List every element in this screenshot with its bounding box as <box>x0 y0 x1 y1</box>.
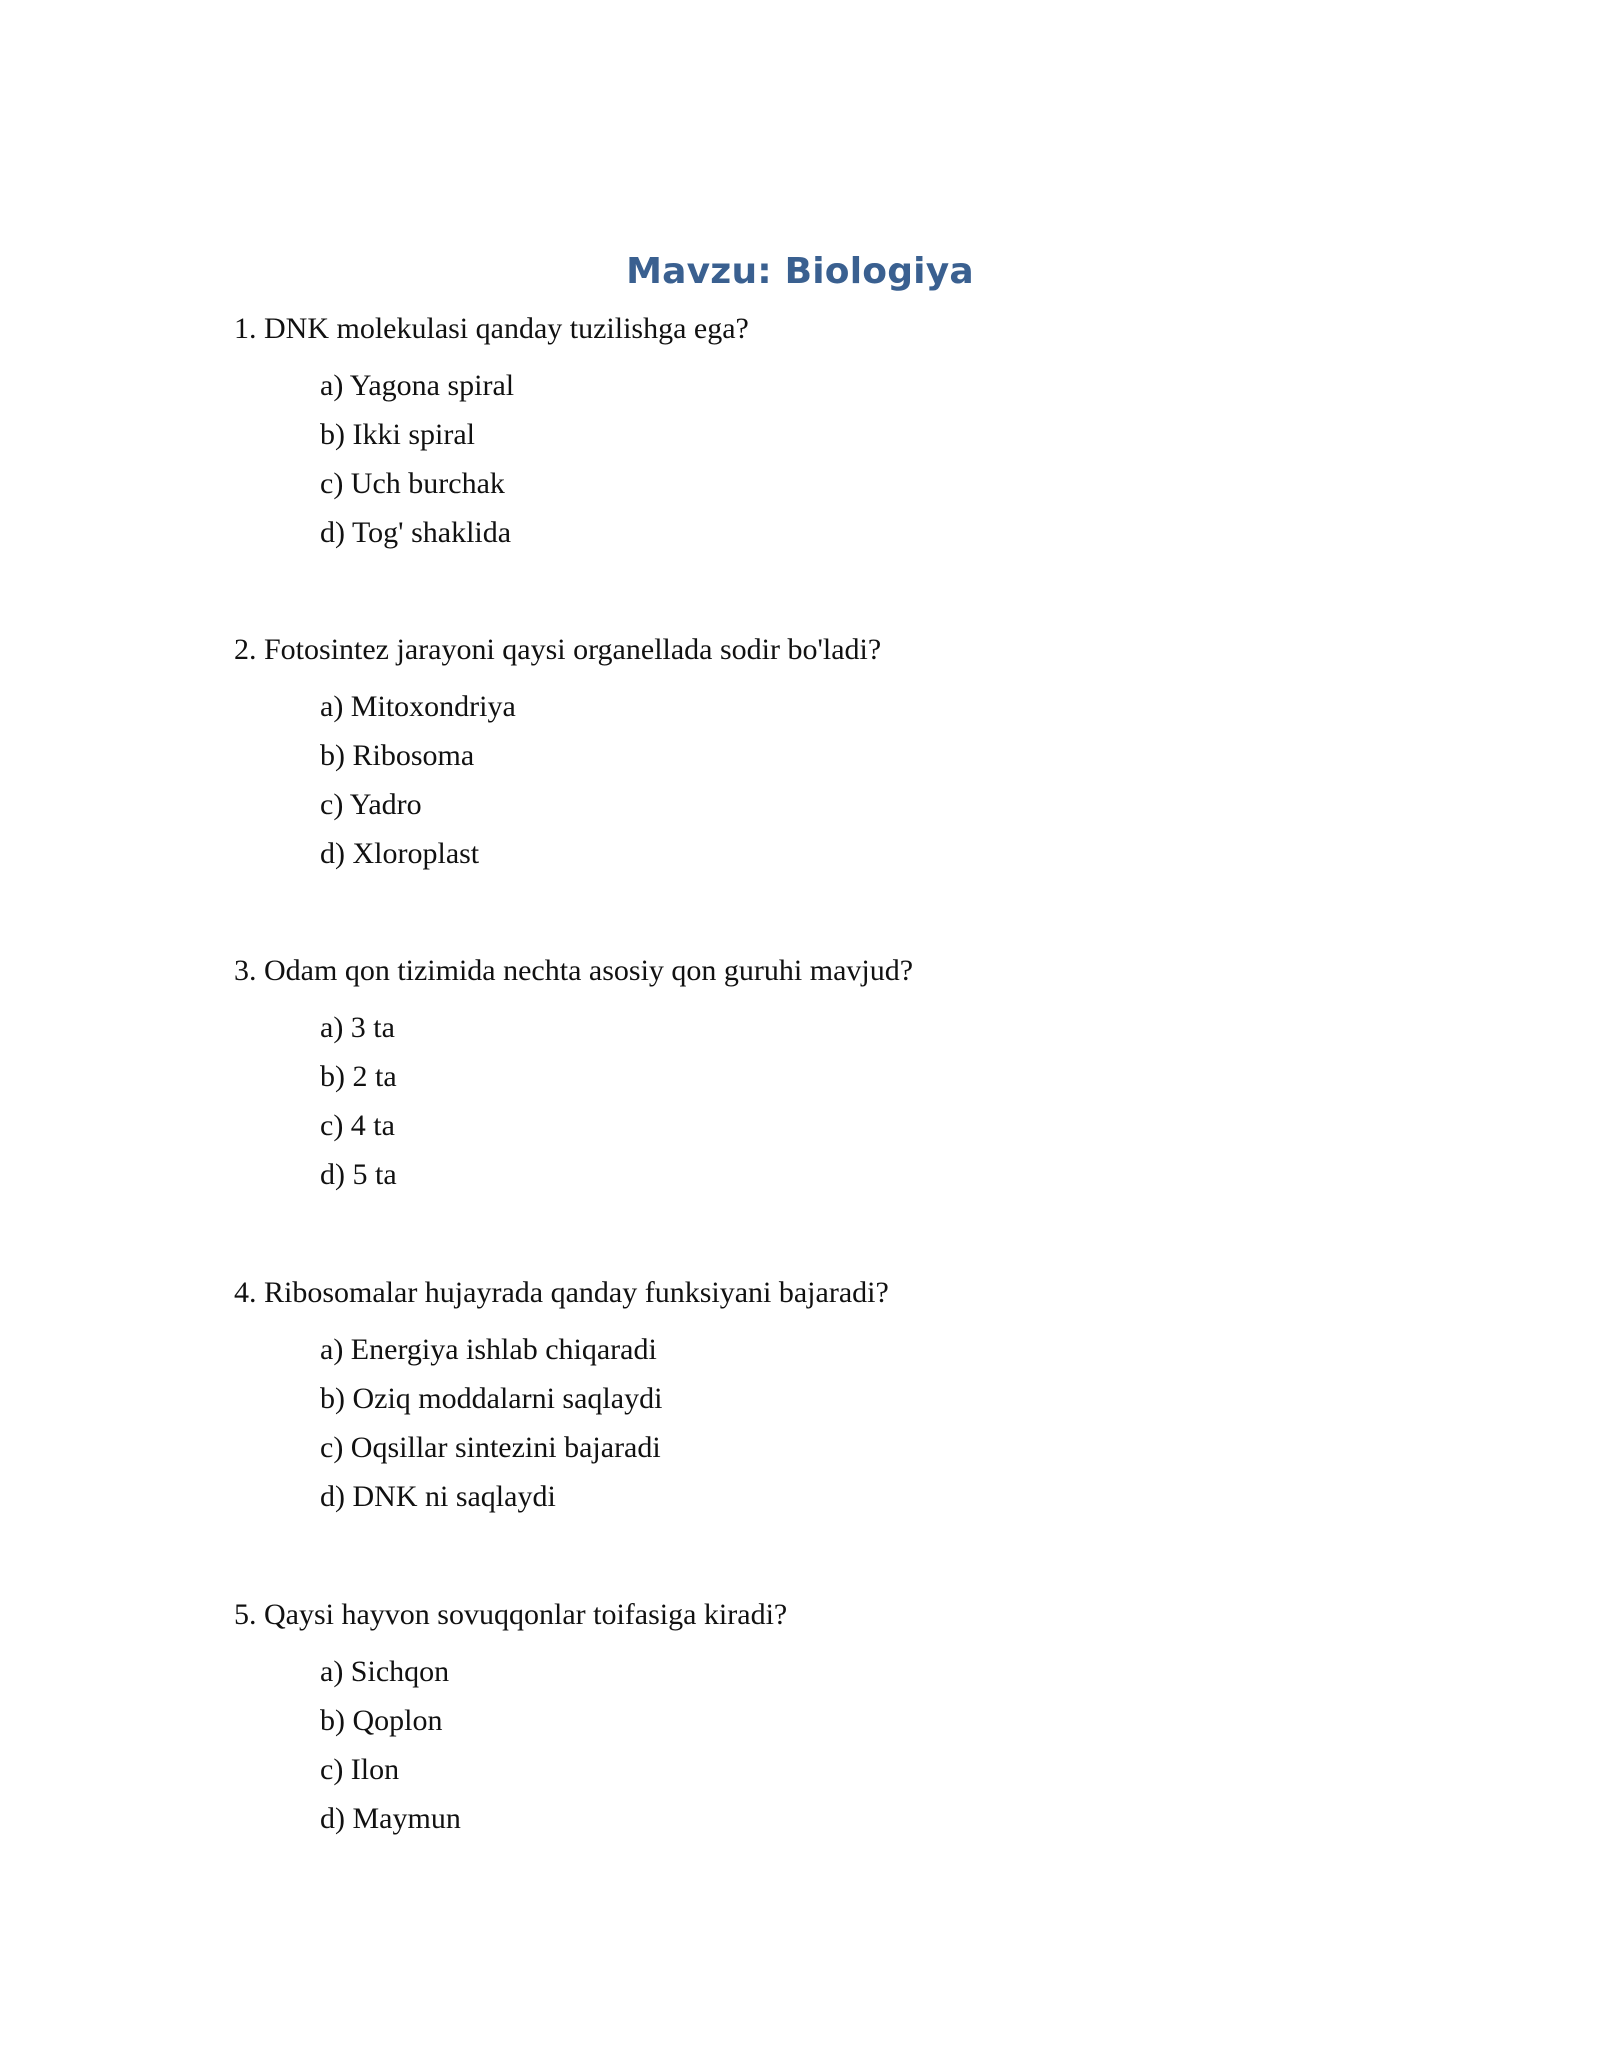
answer-options <box>234 1008 1434 1195</box>
answer-option-a: a) Energiya ishlab chiqaradi <box>320 1333 657 1366</box>
answer-option-d: d) 5 ta <box>320 1158 397 1191</box>
answer-options <box>234 366 1434 553</box>
question-2 <box>234 630 1434 883</box>
answer-option-b: b) Ikki spiral <box>320 418 475 451</box>
question-text: 2. Fotosintez jarayoni qaysi organellada sodir bo'ladi? <box>234 633 882 666</box>
answer-option-b: b) Qoplon <box>320 1704 443 1737</box>
answer-option-d: d) Xloroplast <box>320 837 480 870</box>
answer-option-c: c) Ilon <box>320 1753 400 1786</box>
question-3 <box>234 951 1434 1204</box>
question-5 <box>234 1595 1434 1848</box>
answer-option-d: d) DNK ni saqlaydi <box>320 1480 556 1513</box>
answer-option-b: b) Oziq moddalarni saqlaydi <box>320 1382 663 1415</box>
answer-option-c: c) Uch burchak <box>320 467 505 500</box>
answer-option-b: b) Ribosoma <box>320 739 475 772</box>
answer-option-d: d) Tog' shaklida <box>320 516 512 549</box>
answer-option-c: c) 4 ta <box>320 1109 395 1142</box>
answer-option-b: b) 2 ta <box>320 1060 397 1093</box>
page-title: Mavzu: Biologiya <box>626 251 974 292</box>
question-1 <box>234 309 1434 562</box>
answer-option-a: a) Mitoxondriya <box>320 690 516 723</box>
answer-options <box>234 1652 1434 1839</box>
answer-option-d: d) Maymun <box>320 1802 461 1835</box>
question-text: 5. Qaysi hayvon sovuqqonlar toifasiga kiradi? <box>234 1598 788 1631</box>
answer-option-a: a) 3 ta <box>320 1011 395 1044</box>
question-text: 4. Ribosomalar hujayrada qanday funksiyani bajaradi? <box>234 1276 889 1309</box>
answer-option-a: a) Yagona spiral <box>320 369 515 402</box>
answer-option-c: c) Oqsillar sintezini bajaradi <box>320 1431 661 1464</box>
question-4 <box>234 1273 1434 1526</box>
question-text: 3. Odam qon tizimida nechta asosiy qon guruhi mavjud? <box>234 954 914 987</box>
answer-options <box>234 687 1434 874</box>
answer-option-a: a) Sichqon <box>320 1655 450 1688</box>
answer-option-c: c) Yadro <box>320 788 422 821</box>
question-text: 1. DNK molekulasi qanday tuzilishga ega? <box>234 312 749 345</box>
answer-options <box>234 1330 1434 1517</box>
